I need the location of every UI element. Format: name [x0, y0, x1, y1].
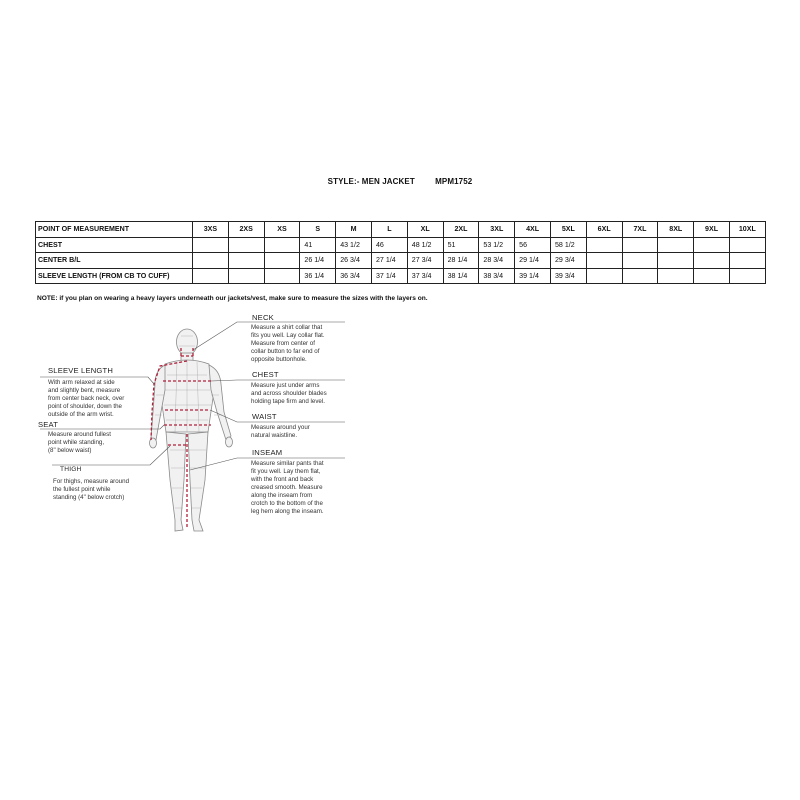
chest-line: Measure just under arms: [251, 382, 320, 389]
header-size: 6XL: [586, 222, 622, 238]
row-label: CHEST: [36, 237, 193, 253]
waist-title: WAIST: [252, 412, 277, 421]
row-label: SLEEVE LENGTH (FROM CB TO CUFF): [36, 268, 193, 284]
table-cell: 36 1/4: [300, 268, 336, 284]
sleeve-line: outside of the arm wrist.: [48, 411, 114, 418]
table-cell: 28 1/4: [443, 253, 479, 269]
inseam-title: INSEAM: [252, 448, 283, 457]
table-cell: 26 1/4: [300, 253, 336, 269]
sleeve-line: from center back neck, over: [48, 395, 125, 402]
inseam-line: creased smooth. Measure: [251, 484, 323, 491]
table-cell: 38 3/4: [479, 268, 515, 284]
header-point-of-measurement: POINT OF MEASUREMENT: [36, 222, 193, 238]
style-label: STYLE:- MEN JACKET: [327, 177, 415, 186]
table-cell: 26 3/4: [336, 253, 372, 269]
sleeve-line: and slightly bent, measure: [48, 387, 121, 394]
thigh-line: For thighs, measure around: [53, 478, 130, 485]
table-cell: 37 3/4: [407, 268, 443, 284]
table-cell: 39 1/4: [515, 268, 551, 284]
layering-note: NOTE: if you plan on wearing a heavy layers underneath our jackets/vest, make sure to measure the sizes with the layers on.: [37, 295, 428, 302]
table-cell: 37 1/4: [371, 268, 407, 284]
table-cell: 27 1/4: [371, 253, 407, 269]
header-size: XS: [264, 222, 300, 238]
seat-line: Measure around fullest: [48, 431, 111, 438]
thigh-description: [53, 478, 129, 502]
table-cell: 46: [371, 237, 407, 253]
waist-line: natural waistline.: [251, 432, 298, 439]
header-size: 2XS: [228, 222, 264, 238]
header-size: 10XL: [729, 222, 765, 238]
inseam-line: with the front and back: [251, 476, 314, 483]
table-cell: 39 3/4: [550, 268, 586, 284]
seat-line: (8" below waist): [48, 447, 92, 454]
header-size: 8XL: [658, 222, 694, 238]
table-cell: 29 1/4: [515, 253, 551, 269]
chest-line: and across shoulder blades: [251, 390, 327, 397]
seat-line: point while standing,: [48, 439, 105, 446]
waist-line: Measure around your: [251, 424, 310, 431]
header-size: 7XL: [622, 222, 658, 238]
neck-description: [251, 324, 325, 364]
header-size: M: [336, 222, 372, 238]
header-size: 2XL: [443, 222, 479, 238]
table-cell: 53 1/2: [479, 237, 515, 253]
sleeve-length-title: SLEEVE LENGTH: [48, 366, 114, 375]
neck-line: Measure from center of: [251, 340, 315, 347]
waist-description: [251, 424, 310, 440]
body-figure: [150, 329, 233, 531]
thigh-line: standing (4" below crotch): [53, 494, 125, 501]
header-size: XL: [407, 222, 443, 238]
neck-line: Measure a shirt collar that: [251, 324, 323, 331]
table-cell: 56: [515, 237, 551, 253]
inseam-line: fit you well. Lay them flat,: [251, 468, 321, 475]
sleeve-line: point of shoulder, down the: [48, 403, 122, 410]
table-cell: 41: [300, 237, 336, 253]
header-size: 9XL: [694, 222, 730, 238]
inseam-line: Measure similar pants that: [251, 460, 324, 467]
seat-title: SEAT: [38, 420, 59, 429]
neck-line: fits you well. Lay collar flat.: [251, 332, 325, 339]
seat-description: [48, 431, 111, 455]
table-cell: 48 1/2: [407, 237, 443, 253]
neck-line: opposite buttonhole.: [251, 356, 307, 363]
sleeve-length-description: [48, 379, 124, 419]
chest-description: [251, 382, 327, 406]
header-size: S: [300, 222, 336, 238]
inseam-line: leg hem along the inseam.: [251, 508, 324, 515]
inseam-line: crotch to the bottom of the: [251, 500, 323, 507]
neck-title: NECK: [252, 313, 274, 322]
neck-line: collar button to far end of: [251, 348, 320, 355]
row-label: CENTER B/L: [36, 253, 193, 269]
style-code: MPM1752: [435, 177, 473, 186]
inseam-line: along the inseam from: [251, 492, 313, 499]
header-size: 4XL: [515, 222, 551, 238]
header-size: L: [371, 222, 407, 238]
table-cell: 36 3/4: [336, 268, 372, 284]
thigh-title: THIGH: [60, 466, 82, 473]
header-size: 5XL: [550, 222, 586, 238]
table-cell: 29 3/4: [550, 253, 586, 269]
thigh-line: the fullest point while: [53, 486, 111, 493]
table-cell: 51: [443, 237, 479, 253]
chest-line: holding tape firm and level.: [251, 398, 325, 405]
table-cell: 27 3/4: [407, 253, 443, 269]
sleeve-line: With arm relaxed at side: [48, 379, 115, 386]
table-cell: 43 1/2: [336, 237, 372, 253]
header-size: 3XL: [479, 222, 515, 238]
inseam-description: [251, 460, 324, 516]
table-cell: 58 1/2: [550, 237, 586, 253]
table-cell: 28 3/4: [479, 253, 515, 269]
header-size: 3XS: [193, 222, 229, 238]
table-cell: 38 1/4: [443, 268, 479, 284]
chest-title: CHEST: [252, 370, 279, 379]
